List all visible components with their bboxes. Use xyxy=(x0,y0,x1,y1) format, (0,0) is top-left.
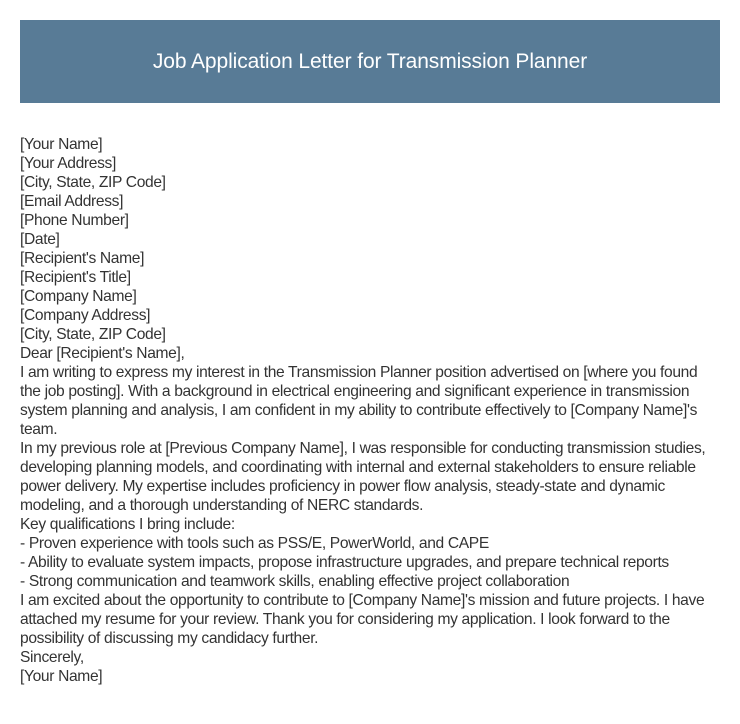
sender-email: [Email Address] xyxy=(20,193,124,210)
recipient-title: [Recipient's Title] xyxy=(20,269,131,286)
sender-phone: [Phone Number] xyxy=(20,212,129,229)
letter-date: [Date] xyxy=(20,231,60,248)
page xyxy=(20,0,720,686)
recipient-address: [Company Address] xyxy=(20,307,151,324)
qualification-item: - Strong communication and teamwork skills, enabling effective project collaboration xyxy=(20,573,570,590)
paragraph-experience: In my previous role at [Previous Company Name], I was responsible for conducting transmission studies, developing planning models, and coordinating with internal and external stakeholders to ensure reliable power delivery. My expertise includes proficiency in power flow analysis, steady-state and dynamic modeling, and a thorough understanding of NERC standards. xyxy=(20,440,706,514)
qualifications-intro: Key qualifications I bring include: xyxy=(20,516,235,533)
sender-address: [Your Address] xyxy=(20,155,116,172)
salutation: Dear [Recipient's Name], xyxy=(20,345,185,362)
qualification-item: - Ability to evaluate system impacts, propose infrastructure upgrades, and prepare technical reports xyxy=(20,554,669,571)
page-title: Job Application Letter for Transmission Planner xyxy=(152,49,588,73)
qualification-item: - Proven experience with tools such as PSS/E, PowerWorld, and CAPE xyxy=(20,535,489,552)
paragraph-closing: I am excited about the opportunity to contribute to [Company Name]'s mission and future projects. I have attached my resume for your review. Thank you for considering my application. I look forward to the possibility of discussing my candidacy further. xyxy=(20,592,705,647)
sender-city-state-zip: [City, State, ZIP Code] xyxy=(20,174,166,191)
recipient-city-state-zip: [City, State, ZIP Code] xyxy=(20,326,166,343)
sender-name: [Your Name] xyxy=(20,136,103,153)
recipient-company: [Company Name] xyxy=(20,288,137,305)
header-banner xyxy=(20,20,720,103)
paragraph-intro: I am writing to express my interest in the Transmission Planner position advertised on [where you found the job posting]. With a background in electrical engineering and significant experience in transmission system planning and analysis, I am confident in my ability to contribute effectively to [Company Name]'s team. xyxy=(20,364,698,438)
signature: [Your Name] xyxy=(20,668,103,685)
recipient-name: [Recipient's Name] xyxy=(20,250,145,267)
letter-body xyxy=(20,135,720,686)
sign-off: Sincerely, xyxy=(20,649,84,666)
